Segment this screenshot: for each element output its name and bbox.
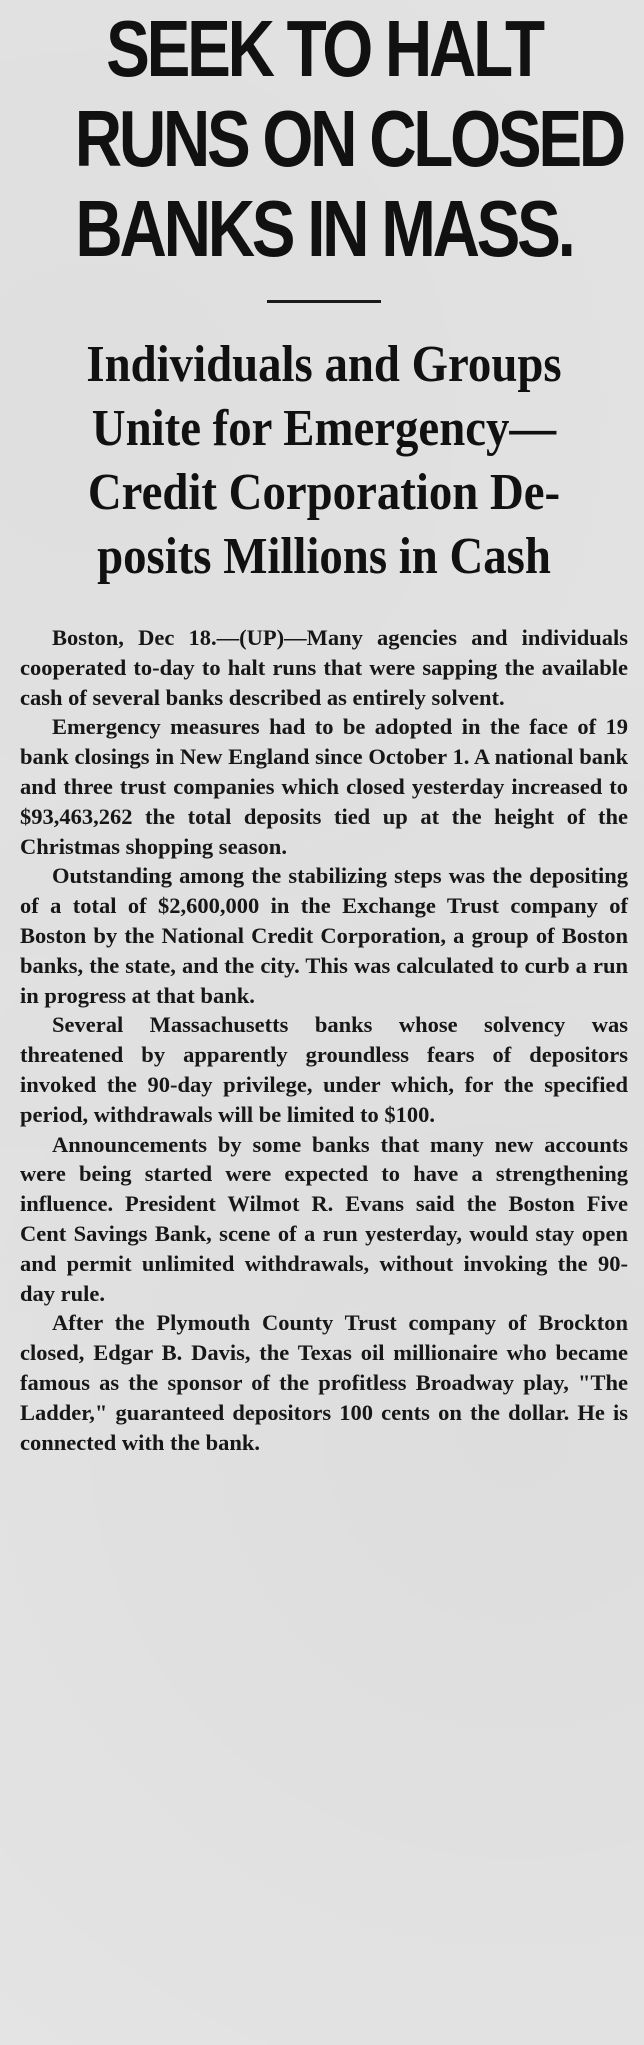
headline-line: SEEK TO HALT [106, 4, 542, 93]
subheadline-line: Individuals and Groups [86, 336, 562, 393]
article-paragraph: Announcements by some banks that many new accounts were being started were expected to have a strengthening influence. President Wilmot R. Evans said the Boston Five Cent Savings Bank, scene of a run yesterday, would stay open and permit unlimited withdrawals, without invoking the 90-day rule. [20, 1131, 628, 1306]
article-paragraph: Emergency measures had to be adopted in the face of 19 bank closings in New England since October 1. A national bank and three trust companies which closed yesterday increased to $93,463,262 the total deposits tied up at the height of the Christmas shopping season. [20, 714, 628, 859]
subheadline-line: posits Millions in Cash [97, 528, 551, 585]
subheadline-line: Credit Corporation De- [87, 464, 561, 521]
article-body [20, 623, 628, 1457]
subheadline-line: Unite for Emergency— [91, 400, 557, 457]
headline [20, 0, 628, 274]
article-paragraph: After the Plymouth County Trust company of Brockton closed, Edgar B. Davis, the Texas oil millionaire who became famous as the sponsor of the profitless Broadway play, "The Ladder," guaranteed depositors 100 cents on the dollar. He is connected with the bank. [20, 1310, 628, 1455]
headline-line: BANKS IN MASS. [75, 184, 573, 273]
article-paragraph: Outstanding among the stabilizing steps was the depositing of a total of $2,600,000 in the Exchange Trust company of Boston by the National Credit Corporation, a group of Boston banks, the state, and the city. This was calculated to curb a run in progress at that bank. [20, 863, 628, 1008]
article-paragraph: Several Massachusetts banks whose solvency was threatened by apparently groundless fears of depositors invoked the 90-day privilege, under which, for the specified period, withdrawals will be limited to $100. [20, 1012, 628, 1127]
headline-divider [267, 300, 381, 303]
subheadline [20, 333, 628, 589]
article-paragraph: Boston, Dec 18.—(UP)—Many agencies and individuals cooperated to-day to halt runs that were sapping the available cash of several banks described as entirely solvent. [20, 625, 628, 710]
headline-line: RUNS ON CLOSED [74, 94, 623, 183]
